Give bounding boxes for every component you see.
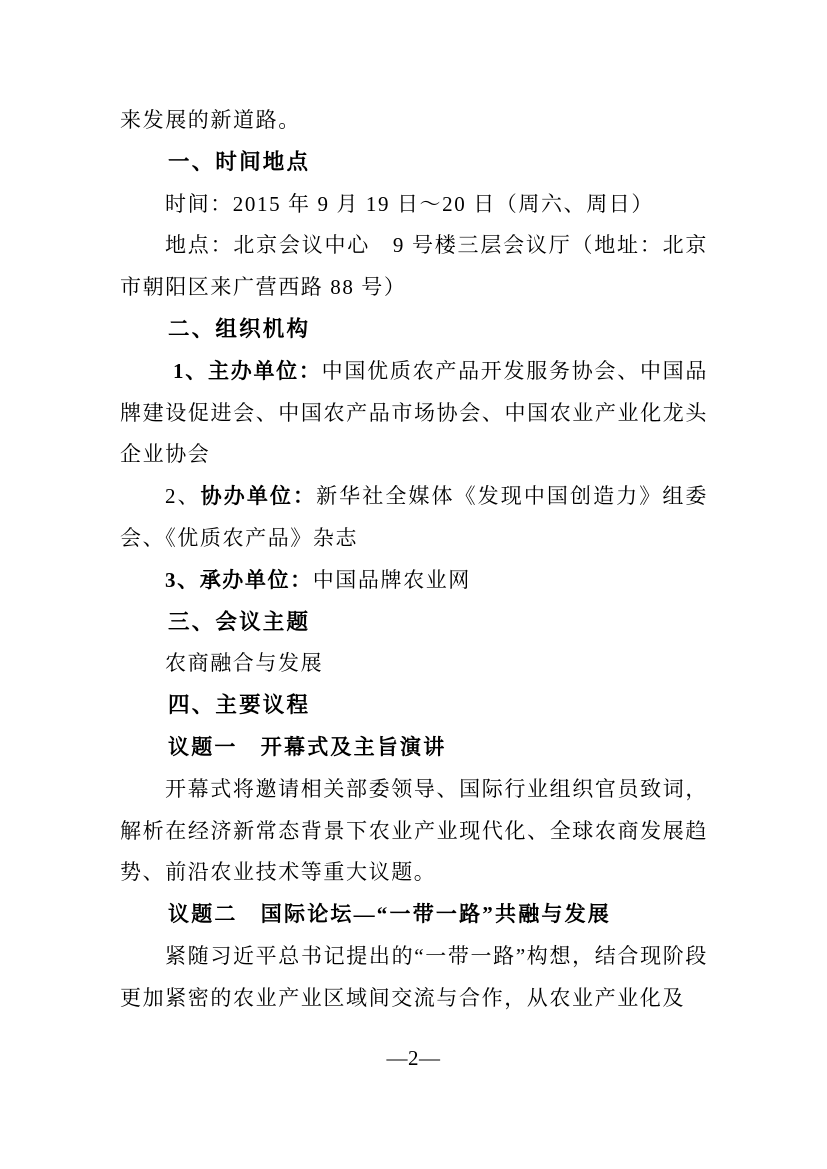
paragraph-host-units-text: 中国优质农产品开发服务协会、中国品牌建设促进会、中国农产品市场协会、中国农业产业化龙头企业协会 [120, 358, 709, 467]
bold-label-host-units: 1、主办单位： [173, 358, 322, 383]
paragraph-host-units [120, 351, 708, 476]
heading-organization: 二、组织机构 [168, 316, 311, 341]
paragraph-time: 时间：2015 年 9 月 19 日～20 日（周六、周日） [165, 191, 654, 216]
heading-theme: 三、会议主题 [168, 609, 311, 634]
bold-label-co-organizer: 协办单位： [200, 484, 317, 509]
subheading-topic-1: 议题一 开幕式及主旨演讲 [168, 734, 447, 759]
heading-time-location: 一、时间地点 [168, 149, 311, 174]
item-number-co-organizer: 2、 [165, 484, 201, 509]
paragraph-undertaker-text: 中国品牌农业网 [312, 567, 471, 592]
paragraph-topic-1: 开幕式将邀请相关部委领导、国际行业组织官员致词，解析在经济新常态背景下农业产业现代化、全球农商发展趋势、前沿农业技术等重大议题。 [120, 776, 708, 885]
subheading-topic-2: 议题二 国际论坛—“一带一路”共融与发展 [168, 902, 611, 927]
paragraph-undertaker [120, 560, 708, 602]
paragraph-co-organizer-text: 新华社全媒体《发现中国创造力》组委会、《优质农产品》杂志 [120, 484, 709, 550]
paragraph-topic-2: 紧随习近平总书记提出的“一带一路”构想，结合现阶段更加紧密的农业产业区域间交流与合作，从农业产业化及 [120, 943, 708, 1010]
document-body [120, 100, 708, 1020]
paragraph-theme: 农商融合与发展 [165, 651, 324, 676]
paragraph-co-organizer [120, 476, 708, 560]
heading-agenda: 四、主要议程 [168, 693, 311, 718]
bold-label-undertaker: 3、承办单位： [165, 567, 313, 592]
page-number: —2— [386, 1046, 441, 1070]
paragraph-location: 地点：北京会议中心 9 号楼三层会议厅（地址：北京市朝阳区来广营西路 88 号） [120, 233, 708, 300]
paragraph-continuation: 来发展的新道路。 [120, 108, 301, 132]
